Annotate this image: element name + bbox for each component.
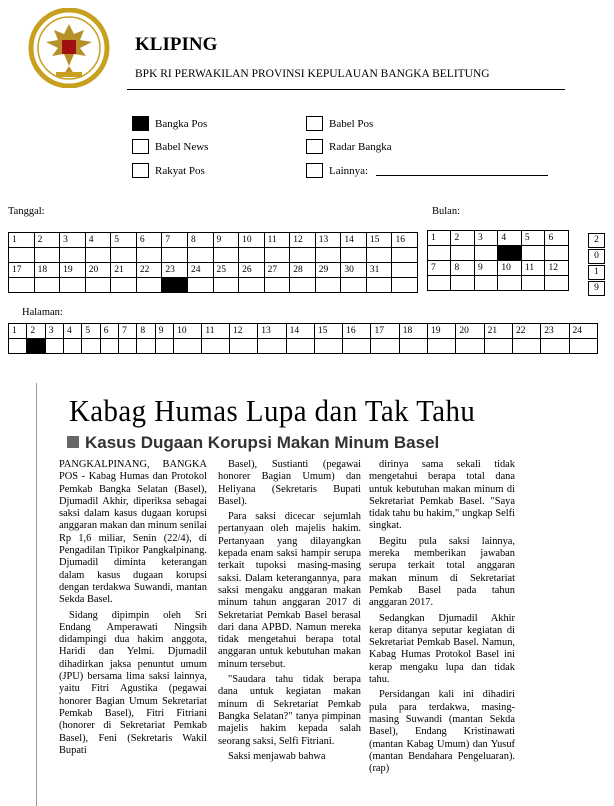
tanggal-cell[interactable]: 2 (34, 233, 60, 248)
mark-cell[interactable] (512, 339, 540, 354)
tanggal-cell[interactable]: 8 (187, 233, 213, 248)
bulan-cell[interactable]: 4 (498, 231, 522, 246)
mark-cell[interactable] (239, 248, 265, 263)
tanggal-cell[interactable]: 19 (60, 263, 86, 278)
mark-cell[interactable] (155, 339, 173, 354)
checkbox[interactable] (306, 139, 323, 154)
mark-cell[interactable] (162, 248, 188, 263)
mark-cell[interactable] (34, 278, 60, 293)
tanggal-label: Tanggal: (8, 206, 45, 217)
article-column-1 (59, 459, 207, 760)
mark-cell[interactable] (60, 278, 86, 293)
article-headline: Kabag Humas Lupa dan Tak Tahu (69, 393, 476, 428)
mark-cell[interactable] (498, 276, 522, 291)
halaman-cell[interactable]: 20 (456, 324, 484, 339)
mark-cell[interactable] (290, 278, 316, 293)
tanggal-cell[interactable]: 16 (392, 233, 418, 248)
bulan-label: Bulan: (432, 206, 460, 217)
bulan-cell[interactable]: 2 (451, 231, 474, 246)
article-paragraph: dirinya sama sekali tidak mengetahui berapa total dana untuk kebutuhan makan minum di Sekretariat Pemkab Basel. "Saya tidak tahu bu hakim," ungkap Selfi singkat. (369, 459, 515, 532)
mark-cell[interactable] (315, 248, 341, 263)
halaman-cell[interactable]: 3 (45, 324, 63, 339)
mark-cell[interactable] (136, 278, 162, 293)
selected-marker[interactable] (162, 278, 188, 293)
halaman-cell[interactable]: 24 (569, 324, 597, 339)
halaman-grid (8, 323, 598, 354)
tanggal-cell[interactable]: 27 (264, 263, 290, 278)
tanggal-grid (8, 232, 418, 293)
tanggal-cell[interactable]: 7 (162, 233, 188, 248)
halaman-cell[interactable]: 2 (27, 324, 45, 339)
mark-cell[interactable] (111, 278, 137, 293)
article-column-3 (369, 459, 515, 778)
mark-cell[interactable] (315, 278, 341, 293)
mark-cell[interactable] (111, 248, 137, 263)
source-label: Radar Bangka (329, 140, 392, 153)
tanggal-cell[interactable]: 28 (290, 263, 316, 278)
halaman-cell[interactable]: 15 (314, 324, 342, 339)
header-divider (127, 89, 565, 90)
article-paragraph: Para saksi dicecar sejumlah pertanyaan oleh majelis hakim. Pertanyaan yang dilayangkan kepada enam saksi hampir serupa terkait tupoksi masing-masing saksi. Dalam keterangannya, para saksi mengaku anggaran makan minum tahun anggaran 2017 di Sekretariat Pemkab Basel berasal dari dana APBD. Namun mereka tidak mengetahui berapa total anggaran untuk kebutuhan makan minum tersebut. (218, 511, 361, 670)
tanggal-cell[interactable]: 15 (366, 233, 392, 248)
tanggal-cell[interactable]: 3 (60, 233, 86, 248)
article-subheadline (67, 433, 439, 453)
source-label: Babel Pos (329, 117, 374, 130)
tahun-digit[interactable]: 1 (588, 265, 605, 280)
halaman-cell[interactable]: 21 (484, 324, 512, 339)
mark-cell[interactable] (286, 339, 314, 354)
bulan-cell[interactable]: 10 (498, 261, 522, 276)
mark-cell[interactable] (341, 248, 367, 263)
halaman-label: Halaman: (22, 307, 63, 318)
selected-marker[interactable] (498, 246, 522, 261)
mark-cell[interactable] (82, 339, 100, 354)
mark-cell[interactable] (474, 276, 497, 291)
tanggal-cell[interactable]: 20 (85, 263, 111, 278)
mark-cell[interactable] (428, 276, 451, 291)
article-paragraph: Saksi menjawab bahwa (228, 750, 326, 762)
halaman-cell[interactable]: 8 (137, 324, 155, 339)
mark-cell[interactable] (399, 339, 427, 354)
tanggal-cell[interactable]: 1 (9, 233, 35, 248)
mark-cell[interactable] (484, 339, 512, 354)
mark-cell[interactable] (136, 248, 162, 263)
subhead-text: Kasus Dugaan Korupsi Makan Minum Basel (85, 433, 440, 452)
mark-cell[interactable] (9, 248, 35, 263)
tanggal-cell[interactable]: 4 (85, 233, 111, 248)
bulan-cell[interactable]: 5 (521, 231, 545, 246)
tanggal-cell[interactable]: 25 (213, 263, 239, 278)
halaman-cell[interactable]: 11 (202, 324, 230, 339)
mark-cell[interactable] (451, 246, 474, 261)
mark-cell[interactable] (64, 339, 82, 354)
institution-subtitle: BPK RI PERWAKILAN PROVINSI KEPULAUAN BANGKA BELITUNG (135, 68, 490, 80)
mark-cell[interactable] (290, 248, 316, 263)
halaman-cell[interactable]: 4 (64, 324, 82, 339)
tanggal-cell[interactable]: 5 (111, 233, 137, 248)
article-paragraph: Sedangkan Djumadil Akhir kerap ditanya seputar kegiatan di Sekretariat Pemkab Basel. Namun, Kabag Humas Protokol Basel ini kerap mengaku lupa dan tidak tahu. (369, 612, 515, 686)
mark-cell[interactable] (213, 278, 239, 293)
mark-cell[interactable] (366, 278, 392, 293)
halaman-cell[interactable]: 6 (100, 324, 118, 339)
tanggal-cell[interactable]: 13 (315, 233, 341, 248)
mark-cell[interactable] (187, 278, 213, 293)
halaman-cell[interactable]: 17 (371, 324, 399, 339)
mark-cell[interactable] (343, 339, 371, 354)
tanggal-cell[interactable]: 6 (136, 233, 162, 248)
mark-cell[interactable] (545, 276, 569, 291)
mark-cell[interactable] (119, 339, 137, 354)
bulan-grid (427, 230, 569, 291)
tanggal-cell[interactable]: 21 (111, 263, 137, 278)
halaman-cell[interactable]: 22 (512, 324, 540, 339)
tahun-digit[interactable]: 0 (588, 249, 605, 264)
source-radar-bangka[interactable] (306, 139, 392, 154)
square-bullet-icon (67, 436, 79, 448)
checkbox[interactable] (132, 139, 149, 154)
page-title: KLIPING (135, 34, 218, 55)
mark-cell[interactable] (314, 339, 342, 354)
bulan-cell[interactable]: 12 (545, 261, 569, 276)
source-bangka-pos[interactable] (132, 116, 207, 131)
bulan-cell[interactable]: 6 (545, 231, 569, 246)
source-label: Lainnya: (329, 164, 369, 177)
tanggal-cell[interactable]: 17 (9, 263, 35, 278)
halaman-cell[interactable]: 13 (258, 324, 286, 339)
mark-cell[interactable] (366, 248, 392, 263)
article-paragraph: Begitu pula saksi lainnya, mereka memberikan jawaban serupa terkait total anggaran makan minum di Sekretariat Pemkab Basel pada tahun anggaran 2017. (369, 535, 515, 609)
tanggal-cell[interactable]: 23 (162, 263, 188, 278)
bulan-cell[interactable]: 11 (521, 261, 545, 276)
halaman-cell[interactable]: 5 (82, 324, 100, 339)
garuda-emblem-logo (24, 8, 114, 88)
mark-cell[interactable] (451, 276, 474, 291)
news-clipping (36, 383, 523, 806)
mark-cell[interactable] (45, 339, 63, 354)
tanggal-cell[interactable]: 24 (187, 263, 213, 278)
bulan-cell[interactable]: 3 (474, 231, 497, 246)
halaman-cell[interactable]: 10 (174, 324, 202, 339)
halaman-cell[interactable]: 7 (119, 324, 137, 339)
mark-cell[interactable] (9, 339, 27, 354)
checkbox-checked[interactable] (132, 116, 149, 131)
source-label: Bangka Pos (155, 117, 208, 130)
mark-cell[interactable] (258, 339, 286, 354)
mark-cell[interactable] (187, 248, 213, 263)
article-paragraph: Basel), Sustianti (pegawai honorer Bagian Umum) dan Heliyana (Sekretaris Bupati Basel). (218, 459, 361, 507)
article-paragraph: PANGKALPINANG, BANGKA POS - Kabag Humas dan Protokol Pemkab Bangka Selatan (Basel), Djumadil Akhir, diperiksa sebagai saksi dalam kasus dugaan korupsi anggaran makan dan minum senilai Rp 1,6 miliar, Senin (22/4), di Pengadilan Tipikor Pangkalpinang. Djumadil diminta keterangan dalam kasus dugaan korupsi dengan terdakwa Suwandi, mantan Sekda Basel. (59, 459, 207, 606)
mark-cell[interactable] (213, 248, 239, 263)
tanggal-cell[interactable]: 26 (239, 263, 265, 278)
selected-marker[interactable] (27, 339, 45, 354)
checkbox[interactable] (306, 116, 323, 131)
tahun-digit[interactable]: 9 (588, 281, 605, 296)
mark-cell[interactable] (341, 278, 367, 293)
tanggal-cell[interactable]: 12 (290, 233, 316, 248)
mark-cell[interactable] (474, 246, 497, 261)
source-babel-news[interactable] (132, 139, 208, 154)
checkbox[interactable] (132, 163, 149, 178)
bulan-cell[interactable]: 1 (428, 231, 451, 246)
bulan-cell[interactable]: 9 (474, 261, 497, 276)
article-paragraph: Persidangan kali ini dihadiri pula para terdakwa, masing-masing Suwandi (mantan Sekda Basel), Endang Kristinawati (mantan Kabag Umum) dan Yusuf (mantan Bendahara Pengeluaran). (rap) (369, 689, 515, 775)
tanggal-cell[interactable]: 29 (315, 263, 341, 278)
article-paragraph: Sidang dipimpin oleh Sri Endang Amperawati Ningsih didampingi dua hakim anggota, Haridi dan Yelmi. Djumadil dihadirkan jaksa penuntut umum (JPU) bersama lima saksi lainnya, yaitu Fitri Agustika (pegawai honorer Bagian Umum Sekretariat Pemkab Basel), Fitri Fitriani (honorer di Sekretariat Pemkab Basel), Feni (Sekretaris Wakil Bupati (59, 609, 207, 756)
halaman-cell[interactable]: 1 (9, 324, 27, 339)
halaman-cell[interactable]: 12 (229, 324, 257, 339)
mark-cell[interactable] (174, 339, 202, 354)
empty-cell (392, 263, 418, 278)
halaman-cell[interactable]: 18 (399, 324, 427, 339)
tanggal-cell[interactable]: 30 (341, 263, 367, 278)
bulan-cell[interactable]: 7 (428, 261, 451, 276)
mark-cell[interactable] (60, 248, 86, 263)
mark-cell[interactable] (229, 339, 257, 354)
lainnya-input-line[interactable] (376, 165, 548, 176)
mark-cell[interactable] (428, 339, 456, 354)
mark-cell[interactable] (137, 339, 155, 354)
source-label: Rakyat Pos (155, 164, 205, 177)
mark-cell[interactable] (264, 278, 290, 293)
mark-cell[interactable] (392, 248, 418, 263)
halaman-cell[interactable]: 9 (155, 324, 173, 339)
mark-cell[interactable] (521, 276, 545, 291)
article-column-2 (218, 459, 361, 766)
mark-cell[interactable] (541, 339, 569, 354)
tanggal-cell[interactable]: 31 (366, 263, 392, 278)
mark-cell[interactable] (85, 278, 111, 293)
mark-cell[interactable] (9, 278, 35, 293)
mark-cell[interactable] (521, 246, 545, 261)
checkbox[interactable] (306, 163, 323, 178)
bulan-cell[interactable]: 8 (451, 261, 474, 276)
tanggal-cell[interactable]: 10 (239, 233, 265, 248)
mark-cell[interactable] (569, 339, 597, 354)
tahun-digit[interactable]: 2 (588, 233, 605, 248)
mark-cell[interactable] (34, 248, 60, 263)
mark-cell[interactable] (202, 339, 230, 354)
halaman-cell[interactable]: 16 (343, 324, 371, 339)
halaman-cell[interactable]: 19 (428, 324, 456, 339)
mark-cell[interactable] (264, 248, 290, 263)
source-label: Babel News (155, 140, 209, 153)
mark-cell[interactable] (428, 246, 451, 261)
mark-cell[interactable] (456, 339, 484, 354)
tanggal-cell[interactable]: 14 (341, 233, 367, 248)
mark-cell[interactable] (85, 248, 111, 263)
mark-cell[interactable] (100, 339, 118, 354)
mark-cell[interactable] (239, 278, 265, 293)
tanggal-cell[interactable]: 9 (213, 233, 239, 248)
source-babel-pos[interactable] (306, 116, 373, 131)
mark-cell[interactable] (392, 278, 418, 293)
source-rakyat-pos[interactable] (132, 163, 205, 178)
tanggal-cell[interactable]: 11 (264, 233, 290, 248)
halaman-cell[interactable]: 23 (541, 324, 569, 339)
article-paragraph: "Saudara tahu tidak berapa dana untuk kegiatan makan minum di Sekretariat Pemkab Bangka Selatan?" tanya pimpinan majelis hakim kepada salah seorang saksi, Selfi Fitriani. (218, 674, 361, 747)
tanggal-cell[interactable]: 18 (34, 263, 60, 278)
tanggal-cell[interactable]: 22 (136, 263, 162, 278)
halaman-cell[interactable]: 14 (286, 324, 314, 339)
mark-cell[interactable] (371, 339, 399, 354)
source-lainnya[interactable] (306, 163, 548, 178)
mark-cell[interactable] (545, 246, 569, 261)
